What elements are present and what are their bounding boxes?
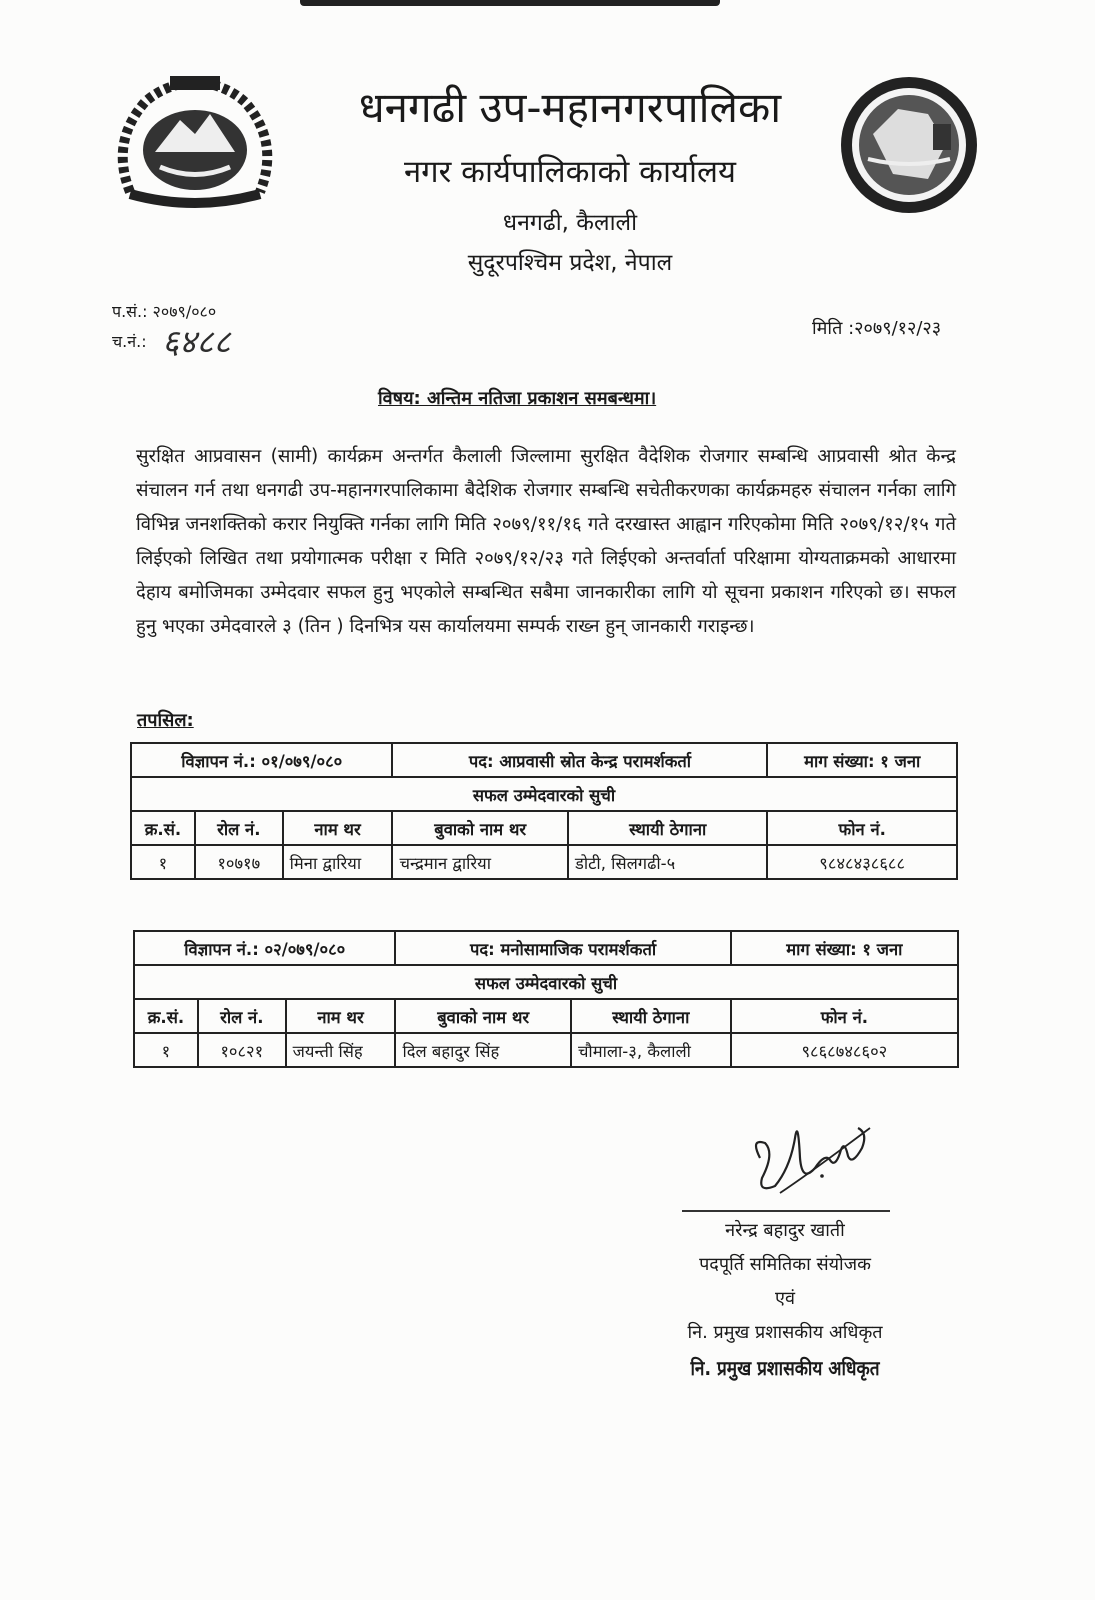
- cell-sn: १: [131, 845, 195, 879]
- signature-line: [682, 1210, 890, 1212]
- col-phone: फोन नं.: [731, 999, 958, 1033]
- letter-date: मिति :२०७९/१२/२३: [812, 318, 942, 339]
- demand-count: माग संख्या: १ जना: [731, 931, 958, 965]
- signatory-conjunction: एवं: [775, 1288, 795, 1309]
- col-sn: क्र.सं.: [134, 999, 198, 1033]
- list-title: सफल उम्मेदवारको सुची: [134, 965, 958, 999]
- cell-roll: १०७१७: [195, 845, 283, 879]
- results-table-2: [133, 930, 959, 1068]
- signatory-role: नि. प्रमुख प्रशासकीय अधिकृत: [687, 1322, 883, 1343]
- col-phone: फोन नं.: [767, 811, 957, 845]
- cell-father: दिल बहादुर सिंह: [395, 1033, 571, 1067]
- cell-sn: १: [134, 1033, 198, 1067]
- list-title: सफल उम्मेदवारको सुची: [131, 777, 957, 811]
- table-title-row: [131, 777, 957, 811]
- handwritten-signature: [740, 1098, 880, 1208]
- col-name: नाम थर: [283, 811, 393, 845]
- table-title-row: [134, 965, 958, 999]
- top-scan-edge: [300, 0, 720, 6]
- signatory-designation: पदपूर्ति समितिका संयोजक: [699, 1254, 871, 1275]
- cell-address: चौमाला-३, कैलाली: [571, 1033, 731, 1067]
- notice-body: सुरक्षित आप्रवासन (सामी) कार्यक्रम अन्तर्गत कैलाली जिल्लामा सुरक्षित वैदेशिक रोजगार सम्बन्धि आप्रवासी श्रोत केन्द्र संचालन गर्न तथा धनगढी उप-महानगरपालिकामा बैदेशिक रोजगार सम्बन्धि सचेतीकरणका कार्यक्रमहरु संचालन गर्नका लागि विभिन्न जनशक्तिको करार नियुक्ति गर्नका लागि मिति २०७९/११/१६ गते दरखास्त आह्वान गरिएकोमा मिति २०७९/१२/१५ गते लिईएको लिखित तथा प्रयोगात्मक परीक्षा र मिति २०७९/१२/२३ गते लिईएको अन्तर्वार्ता परिक्षामा योग्यताक्रमको आधारमा देहाय बमोजिमका उम्मेदवार सफल हुनु भएकोले सम्बन्धित सबैमा जानकारीका लागि यो सूचना प्रकाशन गरिएको छ। सफल हुनु भएका उमेदवारले ३ (तिन ) दिनभित्र यस कार्यालयमा सम्पर्क राख्न हुन् जानकारी गराइन्छ।: [136, 446, 956, 637]
- office-name: नगर कार्यपालिकाको कार्यालय: [403, 154, 737, 190]
- table-header-row: [134, 999, 958, 1033]
- col-roll: रोल नं.: [195, 811, 283, 845]
- col-address: स्थायी ठेगाना: [571, 999, 731, 1033]
- demand-count: माग संख्या: १ जना: [767, 743, 957, 777]
- cell-name: मिना द्वारिया: [283, 845, 393, 879]
- office-location: धनगढी, कैलाली: [502, 210, 638, 236]
- org-name: धनगढी उप-महानगरपालिका: [358, 83, 782, 132]
- cell-father: चन्द्रमान द्वारिया: [392, 845, 568, 879]
- cell-phone: ९८६८७४८६०२: [731, 1033, 958, 1067]
- table-header-row: [131, 811, 957, 845]
- details-heading: तपसिल:: [137, 710, 194, 731]
- col-name: नाम थर: [286, 999, 396, 1033]
- cell-address: डोटी, सिलगढी-५: [568, 845, 767, 879]
- post-title: पद: आप्रवासी स्रोत केन्द्र परामर्शकर्ता: [392, 743, 767, 777]
- cell-phone: ९८४८४३८६८८: [767, 845, 957, 879]
- table-row: [131, 845, 957, 879]
- ad-number: विज्ञापन नं.: ०१/०७९/०८०: [131, 743, 392, 777]
- letter-number: प.सं.: २०७९/०८०: [112, 302, 217, 321]
- signatory-name: नरेन्द्र बहादुर खाती: [725, 1220, 845, 1241]
- table-ad-row: [134, 931, 958, 965]
- cell-name: जयन्ती सिंह: [286, 1033, 396, 1067]
- col-father: बुवाको नाम थर: [395, 999, 571, 1033]
- dispatch-number: ६४८८: [162, 322, 231, 361]
- subject-line: विषय: अन्तिम नतिजा प्रकाशन समबन्धमा।: [378, 388, 657, 409]
- office-province: सुदूरपश्चिम प्रदेश, नेपाल: [467, 250, 673, 276]
- cell-roll: १०८२१: [198, 1033, 286, 1067]
- dispatch-label: च.नं.:: [112, 332, 147, 351]
- col-roll: रोल नं.: [198, 999, 286, 1033]
- ad-number: विज्ञापन नं.: ०२/०७९/०८०: [134, 931, 395, 965]
- results-table-1: [130, 742, 958, 880]
- col-father: बुवाको नाम थर: [392, 811, 568, 845]
- nepal-government-emblem-icon: [110, 72, 280, 212]
- col-sn: क्र.सं.: [131, 811, 195, 845]
- table-ad-row: [131, 743, 957, 777]
- table-row: [134, 1033, 958, 1067]
- col-address: स्थायी ठेगाना: [568, 811, 767, 845]
- official-stamp: नि. प्रमुख प्रशासकीय अधिकृत: [690, 1356, 880, 1380]
- post-title: पद: मनोसामाजिक परामर्शकर्ता: [395, 931, 730, 965]
